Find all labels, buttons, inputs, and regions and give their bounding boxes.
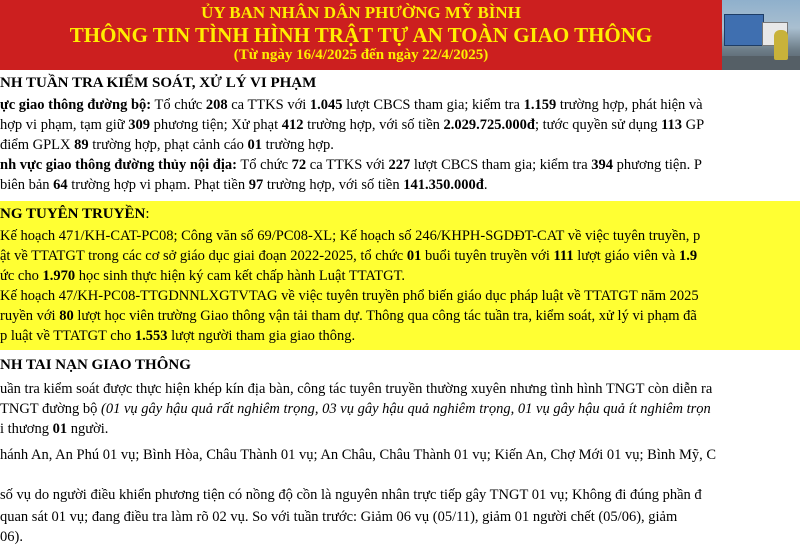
traffic-photo (722, 0, 800, 70)
heading-text: NG TUYÊN TRUYỀN (0, 206, 146, 222)
accident-line-7: 06). (0, 529, 23, 545)
text: ruyền với (0, 308, 60, 324)
section-patrol-heading: NH TUẦN TRA KIỂM SOÁT, XỬ LÝ VI PHẠM (0, 75, 317, 91)
road-line-2 (0, 116, 800, 135)
italic-text: (01 vụ gây hậu quả rất nghiêm trọng, 03 vụ gây hậu quả nghiêm trọng, 01 vụ gây hậu quả ít nghiêm trọn (101, 401, 711, 417)
photo-truck (724, 14, 764, 46)
header-org-name: ỦY BAN NHÂN DÂN PHƯỜNG MỸ BÌNH (201, 3, 521, 22)
value: 113 (661, 117, 683, 133)
accident-line-5: số vụ do người điều khiển phương tiện có nồng độ cồn là nguyên nhân trực tiếp gây TNGT 01 vụ; Không đi đúng phần đ (0, 487, 702, 503)
prop-p1-line-2 (0, 247, 800, 266)
text: điểm GPLX (0, 137, 75, 153)
text: ; tước quyền sử dụng (534, 117, 662, 133)
section-accidents (0, 352, 800, 550)
text: học sinh thực hiện ký cam kết chấp hành Luật TTATGT. (75, 268, 406, 284)
text: Tổ chức (236, 157, 292, 173)
text: ức cho (0, 268, 43, 284)
text: trường hợp vi phạm. Phạt tiền (67, 177, 249, 193)
photo-officer (774, 30, 788, 60)
value: 412 (281, 117, 304, 133)
text: trường hợp, phạt cảnh cáo (88, 137, 248, 153)
road-label: ực giao thông đường bộ: (0, 97, 152, 113)
text: buổi tuyên truyền với (421, 248, 554, 264)
water-line-2 (0, 176, 800, 195)
water-label: nh vực giao thông đường thủy nội địa: (0, 157, 237, 173)
value: 1.159 (523, 97, 557, 113)
header-title: THÔNG TIN TÌNH HÌNH TRẬT TỰ AN TOÀN GIAO THÔNG (69, 23, 653, 47)
text: lượt người tham gia giao thông. (167, 328, 356, 344)
prop-p1-line-3 (0, 267, 800, 286)
accident-line-4: hánh An, An Phú 01 vụ; Bình Hòa, Châu Thành 01 vụ; An Châu, Châu Thành 01 vụ; Kiến An, Chợ Mới 01 vụ; Bình Mỹ, C (0, 447, 717, 463)
prop-p2-line-1: Kế hoạch 47/KH-PC08-TTGDNNLXGTVTAG về việc tuyên truyền phổ biến giáo dục pháp luật về TTATGT năm 2025 (0, 288, 699, 304)
text: ca TTKS với (227, 97, 310, 113)
text: i thương (0, 421, 53, 437)
text: trường hợp. (262, 137, 334, 153)
text: lượt học viên trường Giao thông vận tải tham dự. Thông qua công tác tuần tra, kiểm soát, xử lý vi phạm đã (73, 308, 697, 324)
text: phương tiện. P (613, 157, 702, 173)
text: lượt CBCS tham gia; kiểm tra (342, 97, 524, 113)
text: người. (67, 421, 109, 437)
accident-line-2 (0, 400, 800, 419)
text: trường hợp, với số tiền (303, 117, 444, 133)
accident-line-1: uần tra kiểm soát được thực hiện khép kín địa bàn, công tác tuyên truyền thường xuyên nhưng tình hình TNGT còn diễn ra (0, 381, 713, 397)
value: 1.553 (134, 328, 168, 344)
value: 01 (406, 248, 422, 264)
section-accidents-heading: NH TAI NẠN GIAO THÔNG (0, 357, 191, 373)
text: ật về TTATGT trong các cơ sở giáo dục giai đoạn 2022-2025, tổ chức (0, 248, 407, 264)
accident-line-6: quan sát 01 vụ; đang điều tra làm rõ 02 vụ. So với tuần trước: Giảm 06 vụ (05/11), giảm 01 người chết (05/06), giảm (0, 509, 678, 525)
value: 64 (53, 177, 68, 193)
text: biên bản (0, 177, 54, 193)
text: ca TTKS với (306, 157, 389, 173)
value: 2.029.725.000đ (443, 117, 535, 133)
value: 01 (247, 137, 262, 153)
text: trường hợp, với số tiền (263, 177, 404, 193)
text: . (483, 177, 488, 193)
value: 208 (205, 97, 228, 113)
value: 80 (59, 308, 74, 324)
heading-colon: : (145, 206, 150, 222)
value: 1.045 (309, 97, 343, 113)
value: 01 (52, 421, 68, 437)
value: 227 (388, 157, 411, 173)
prop-p2-line-2 (0, 307, 800, 326)
text: trường hợp, phát hiện và (556, 97, 703, 113)
accident-line-3 (0, 420, 800, 439)
value: 394 (591, 157, 614, 173)
road-line-1 (0, 96, 800, 115)
value: 72 (291, 157, 307, 173)
value: 1.970 (42, 268, 76, 284)
section-propaganda (0, 201, 800, 350)
value: 111 (553, 248, 574, 264)
value: 1.9 (678, 248, 698, 264)
value: 89 (74, 137, 89, 153)
text: lượt giáo viên và (573, 248, 679, 264)
value: 141.350.000đ (403, 177, 484, 193)
text: TNGT đường bộ (0, 401, 102, 417)
header-banner (0, 0, 800, 70)
prop-p1-line-1: Kế hoạch 471/KH-CAT-PC08; Công văn số 69/PC08-XL; Kế hoạch số 246/KHPH-SGDĐT-CAT về việc tuyên truyền, p (0, 228, 701, 244)
text: hợp vi phạm, tạm giữ (0, 117, 129, 133)
water-line-1 (0, 156, 800, 175)
text: GP (682, 117, 705, 133)
value: 97 (248, 177, 264, 193)
text: Tổ chức (151, 97, 206, 113)
text: phương tiện; Xử phạt (150, 117, 282, 133)
section-propaganda-heading (0, 205, 800, 224)
header-date-range: (Từ ngày 16/4/2025 đến ngày 22/4/2025) (233, 47, 489, 63)
section-patrol (0, 72, 800, 198)
value: 309 (128, 117, 151, 133)
photo-road (722, 56, 800, 70)
text: lượt CBCS tham gia; kiểm tra (410, 157, 592, 173)
road-line-3 (0, 136, 800, 155)
text: p luật về TTATGT cho (0, 328, 135, 344)
prop-p2-line-3 (0, 327, 800, 346)
